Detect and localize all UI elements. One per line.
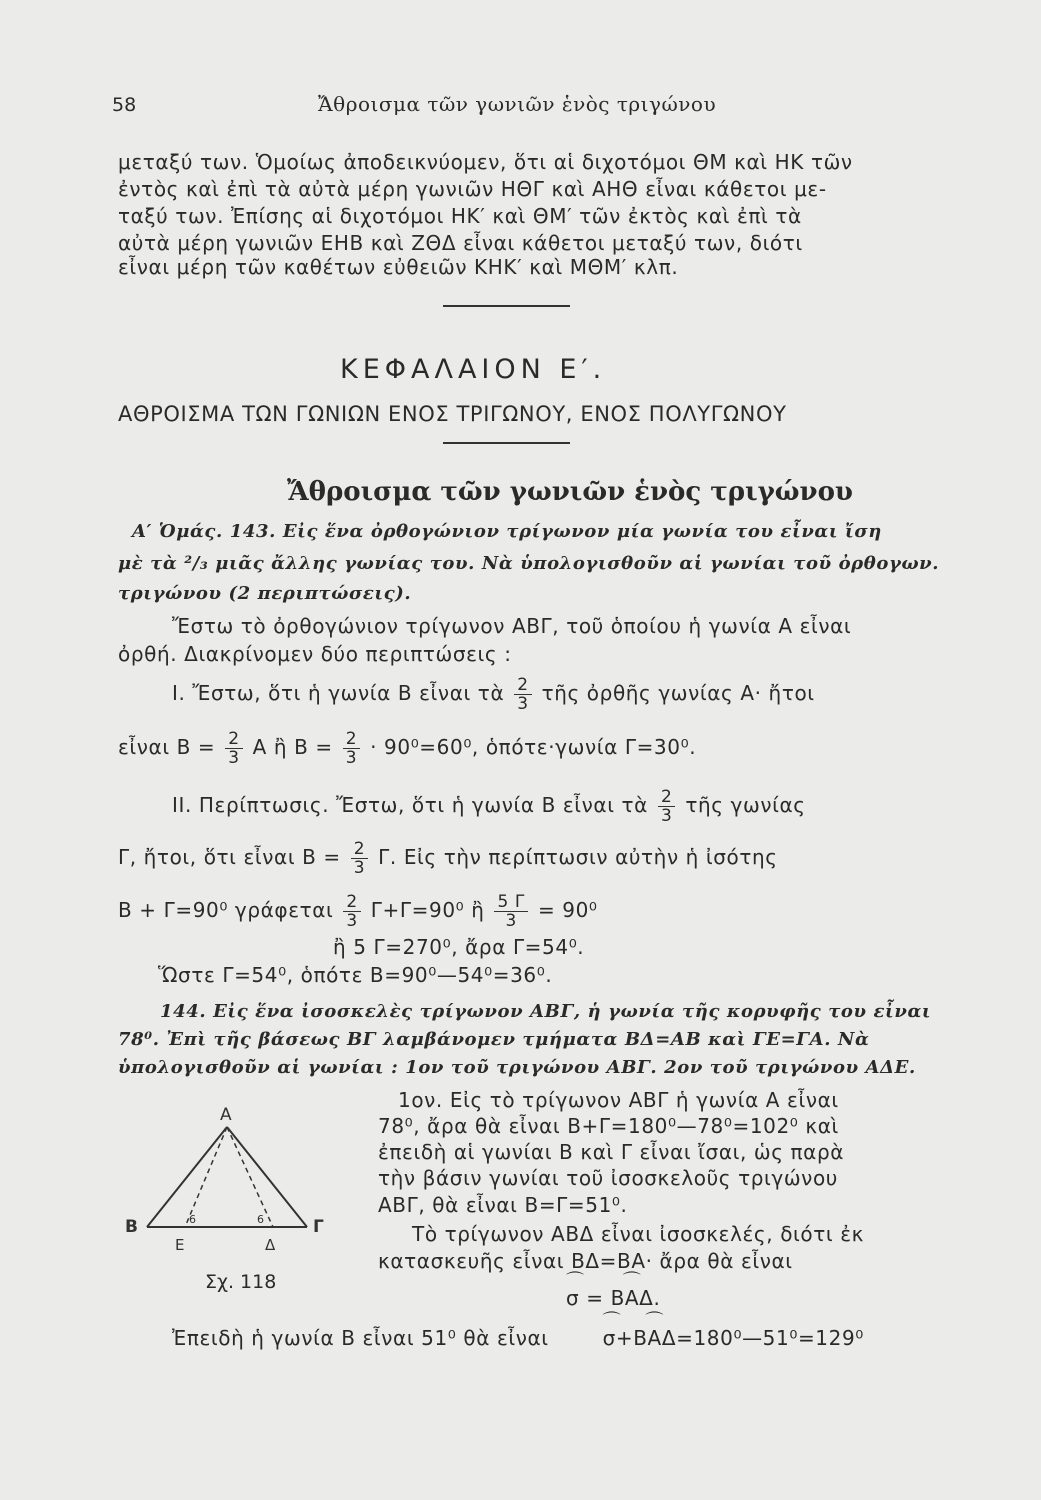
formula-text: εἶναι Β = bbox=[118, 735, 216, 759]
final-line bbox=[172, 1326, 902, 1350]
case-2-result: ἢ 5 Γ=270⁰, ἄρα Γ=54⁰. bbox=[333, 935, 585, 959]
problem-144-line: 144. Εἰς ἕνα ἰσοσκελὲς τρίγωνον ΑΒΓ, ἡ γωνία τῆς κορυφῆς του εἶναι bbox=[160, 1001, 932, 1022]
solution-144-line: τὴν βάσιν γωνίαι τοῦ ἰσοσκελοῦς τριγώνου bbox=[378, 1166, 838, 1190]
fraction-num: 5 Γ bbox=[494, 893, 528, 912]
section-title: Ἄθροισμα τῶν γωνιῶν ἑνὸς τριγώνου bbox=[287, 477, 853, 507]
case-2-text: ΙΙ. Περίπτωσις. Ἔστω, ὅτι ἡ γωνία Β εἶναι τὰ bbox=[172, 793, 648, 817]
intro-line: εἶναι μέρη τῶν καθέτων εὐθειῶν ΚΗΚ′ καὶ ΜΘΜ′ κλπ. bbox=[118, 255, 679, 279]
final-text: =180⁰—51⁰=129⁰ bbox=[676, 1326, 864, 1350]
case-2-equation bbox=[118, 893, 898, 930]
chapter-subtitle: ΑΘΡΟΙΣΜΑ ΤΩΝ ΓΩΝΙΩΝ ΕΝΟΣ ΤΡΙΓΩΝΟΥ, ΕΝΟΣ ΠΟΛΥΓΩΝΟΥ bbox=[118, 402, 787, 426]
page-number: 58 bbox=[112, 94, 137, 116]
fraction-num: 2 bbox=[343, 893, 360, 912]
chapter-label: ΚΕΦΑΛΑΙΟΝ Ε′. bbox=[340, 354, 607, 385]
angle-mark-left: 6 bbox=[189, 1213, 196, 1226]
angle-sigma: ⌒ σ bbox=[566, 1286, 579, 1310]
solution-144-line: ΑΒΓ, θὰ εἶναι Β=Γ=51⁰. bbox=[378, 1193, 628, 1217]
equals: = bbox=[579, 1286, 611, 1310]
formula-text: · 90⁰=60⁰, ὁπότε·γωνία Γ=30⁰. bbox=[370, 735, 697, 759]
solution-144-line: 1ον. Εἰς τὸ τρίγωνον ΑΒΓ ἡ γωνία Α εἶναι bbox=[398, 1088, 839, 1112]
fraction-num: 2 bbox=[225, 730, 242, 749]
intro-line: ἐντὸς καὶ ἐπὶ τὰ αὐτὰ μέρη γωνιῶν ΗΘΓ καὶ ΑΗΘ εἶναι κάθετοι με- bbox=[118, 177, 827, 201]
fraction bbox=[494, 893, 528, 930]
solution-144-line: κατασκευῆς εἶναι ΒΔ=ΒΑ· ἄρα θὰ εἶναι bbox=[378, 1249, 793, 1273]
solution-144-line: ἐπειδὴ αἱ γωνίαι Β καὶ Γ εἶναι ἴσαι, ὡς παρὰ bbox=[378, 1140, 845, 1164]
fraction-den: 3 bbox=[345, 748, 358, 768]
formula-text: Α ἢ Β = bbox=[252, 735, 333, 759]
fraction-den: 3 bbox=[228, 748, 240, 768]
intro-line: μεταξύ των. Ὁμοίως ἀποδεικνύομεν, ὅτι αἱ διχοτόμοι ΘΜ καὶ ΗΚ τῶν bbox=[118, 150, 853, 174]
fraction-den: 3 bbox=[505, 911, 517, 931]
running-title: Ἄθροισμα τῶν γωνιῶν ἑνὸς τριγώνου bbox=[318, 92, 717, 116]
fraction bbox=[514, 676, 531, 713]
fraction-den: 3 bbox=[517, 694, 529, 714]
formula-text: Β + Γ=90⁰ γράφεται bbox=[118, 898, 334, 922]
fraction-num: 2 bbox=[514, 676, 531, 695]
problem-143-line: Α′ Ὁμάς. 143. Εἰς ἕνα ὀρθογώνιον τρίγωνον μία γωνία του εἶναι ἴση bbox=[132, 521, 882, 542]
case-2-text: τῆς γωνίας bbox=[685, 793, 806, 817]
period: . bbox=[653, 1286, 661, 1310]
side-ab bbox=[147, 1127, 227, 1227]
angle-equation bbox=[566, 1286, 766, 1310]
fraction bbox=[343, 730, 360, 767]
fraction-num: 2 bbox=[658, 788, 675, 807]
problem-144-line: 78⁰. Ἐπὶ τῆς βάσεως ΒΓ λαμβάνομεν τμήματα ΒΔ=ΑΒ καὶ ΓΕ=ΓΑ. Νὰ bbox=[118, 1029, 870, 1050]
angle-mark-right: 6 bbox=[257, 1213, 264, 1226]
divider bbox=[443, 305, 570, 307]
case-2 bbox=[172, 788, 952, 825]
fraction-den: 3 bbox=[660, 806, 673, 826]
case-2-result: Ὥστε Γ=54⁰, ὁπότε Β=90⁰—54⁰=36⁰. bbox=[158, 963, 553, 987]
vertex-a-label: Α bbox=[220, 1105, 232, 1125]
angle-sigma: ⌒ σ bbox=[603, 1326, 616, 1350]
case-1 bbox=[172, 676, 952, 713]
intro-line: ταξύ των. Ἐπίσης αἱ διχοτόμοι ΗΚ′ καὶ ΘΜ′ τῶν ἐκτὸς καὶ ἐπὶ τὰ bbox=[118, 204, 802, 228]
formula-text: = 90⁰ bbox=[537, 898, 598, 922]
formula-text: Γ, ἤτοι, ὅτι εἶναι Β = bbox=[118, 845, 341, 869]
problem-144-line: ὑπολογισθοῦν αἱ γωνίαι : 1ον τοῦ τριγώνου ΑΒΓ. 2ον τοῦ τριγώνου ΑΔΕ. bbox=[118, 1057, 916, 1078]
plus: + bbox=[615, 1326, 634, 1350]
angle-bad: ⌒ ΒΑΔ bbox=[633, 1326, 676, 1350]
intro-line: αὐτὰ μέρη γωνιῶν ΕΗΒ καὶ ΖΘΔ εἶναι κάθετοι μεταξύ των, διότι bbox=[118, 231, 803, 255]
point-d-label: Δ bbox=[265, 1236, 276, 1254]
solution-line: Ἔστω τὸ ὀρθογώνιον τρίγωνον ΑΒΓ, τοῦ ὁποίου ἡ γωνία Α εἶναι bbox=[172, 614, 852, 638]
case-1-text: Ι. Ἔστω, ὅτι ἡ γωνία Β εἶναι τὰ bbox=[172, 681, 505, 705]
final-text: Ἐπειδὴ ἡ γωνία Β εἶναι 51⁰ θὰ εἶναι bbox=[172, 1326, 549, 1350]
side-ag bbox=[227, 1127, 307, 1227]
fraction bbox=[343, 893, 360, 930]
problem-143-line: μὲ τὰ ²/₃ μιᾶς ἄλλης γωνίας του. Νὰ ὑπολογισθοῦν αἱ γωνίαι τοῦ ὀρθογων. bbox=[118, 553, 940, 574]
angle-bad: ⌒ ΒΑΔ bbox=[611, 1286, 654, 1310]
divider bbox=[443, 442, 570, 444]
fraction-num: 2 bbox=[343, 730, 360, 749]
problem-143-line: τριγώνου (2 περιπτώσεις). bbox=[118, 583, 412, 604]
fraction-den: 3 bbox=[353, 858, 366, 878]
vertex-b-label: Β bbox=[125, 1217, 138, 1237]
fraction-den: 3 bbox=[346, 911, 358, 931]
vertex-g-label: Γ bbox=[313, 1217, 324, 1237]
fraction-num: 2 bbox=[351, 840, 368, 859]
case-1-formula bbox=[118, 730, 898, 767]
triangle-figure bbox=[125, 1105, 355, 1285]
case-1-text: τῆς ὀρθῆς γωνίας Α· ἤτοι bbox=[541, 681, 815, 705]
figure-caption: Σχ. 118 bbox=[205, 1271, 277, 1293]
case-2-formula bbox=[118, 840, 898, 877]
fraction bbox=[658, 788, 675, 825]
solution-line: ὀρθή. Διακρίνομεν δύο περιπτώσεις : bbox=[118, 642, 512, 666]
fraction bbox=[225, 730, 242, 767]
solution-144-line: Τὸ τρίγωνον ΑΒΔ εἶναι ἰσοσκελές, διότι ἐκ bbox=[412, 1222, 864, 1246]
solution-144-line: 78⁰, ἄρα θὰ εἶναι Β+Γ=180⁰—78⁰=102⁰ καὶ bbox=[378, 1114, 839, 1138]
fraction bbox=[351, 840, 368, 877]
segment-ae bbox=[185, 1127, 227, 1227]
formula-text: Γ. Εἰς τὴν περίπτωσιν αὐτὴν ἡ ἰσότης bbox=[378, 845, 778, 869]
point-e-label: Ε bbox=[175, 1236, 185, 1254]
formula-text: Γ+Γ=90⁰ ἢ bbox=[370, 898, 485, 922]
